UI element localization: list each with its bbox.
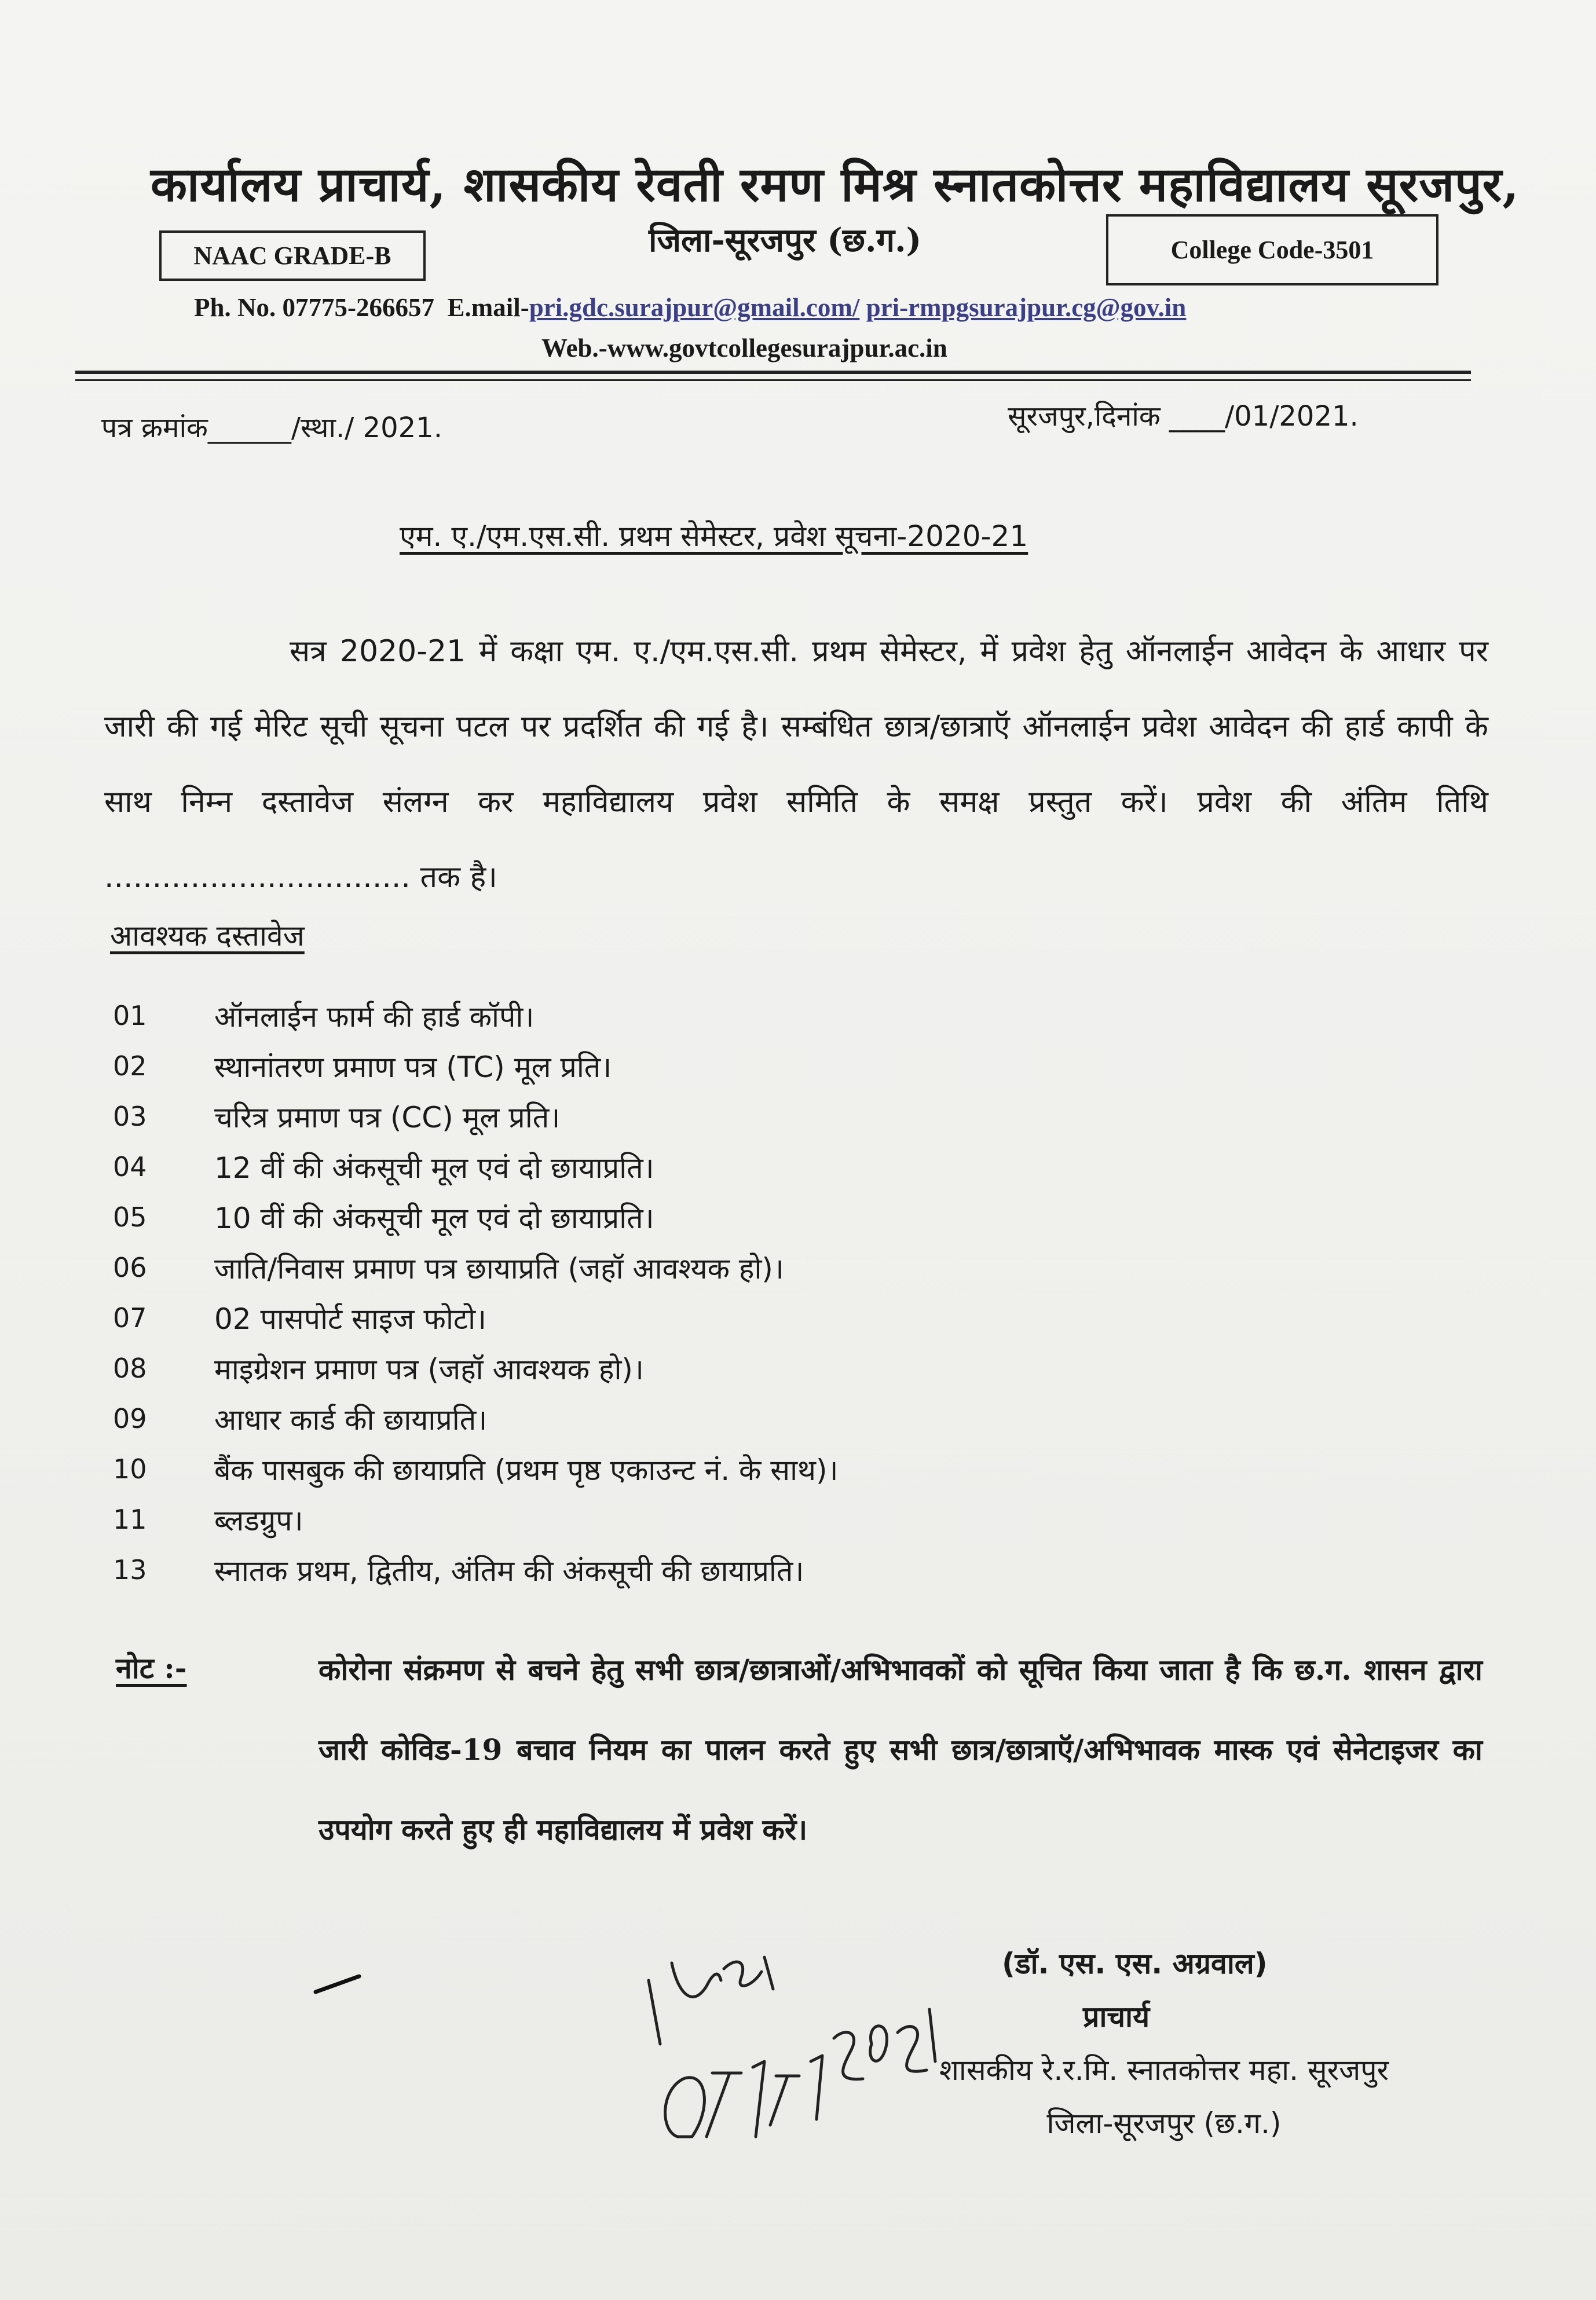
list-item [113,1192,1387,1242]
item-text: माइग्रेशन प्रमाण पत्र (जहॉ आवश्यक हो)। [214,1352,644,1386]
list-item [113,1544,1387,1595]
email-link-2[interactable]: pri-rmpgsurajpur.cg@gov.in [866,293,1187,322]
item-text: ब्लडग्रुप। [214,1503,303,1537]
office-title: कार्यालय प्राचार्य, शासकीय रेवती रमण मिश्र स्नातकोत्तर महाविद्यालय सूरजपुर, [151,157,1520,213]
email-link-1[interactable]: pri.gdc.surajpur@gmail.com/ [529,293,860,322]
item-number: 06 [113,1251,147,1283]
item-text: 12 वीं की अंकसूची मूल एवं दो छायाप्रति। [214,1151,654,1185]
college-code-box: College Code-3501 [1106,214,1438,285]
district-line: जिला-सूरजपुर (छ.ग.) [649,221,922,259]
item-text: बैंक पासबुक की छायाप्रति (प्रथम पृष्ठ एकाउन्ट नं. के साथ)। [214,1453,839,1487]
header-divider-thin [75,379,1471,381]
item-number: 04 [113,1151,147,1182]
note-label: नोट :- [116,1651,187,1685]
list-item [113,1494,1387,1544]
item-text: 02 पासपोर्ट साइज फोटो। [214,1302,487,1336]
list-item [113,1343,1387,1393]
list-item [113,1242,1387,1292]
contact-line [194,292,1186,323]
item-text: ऑनलाईन फार्म की हार्ड कॉपी। [214,999,535,1034]
list-item [113,1141,1387,1192]
item-number: 07 [113,1302,147,1334]
website-line: Web.-www.govtcollegesurajpur.ac.in [541,334,947,362]
item-number: 02 [113,1050,147,1082]
header-divider [75,371,1471,374]
item-text: जाति/निवास प्रमाण पत्र छायाप्रति (जहॉ आवश्यक हो)। [214,1251,784,1285]
pen-mark [313,1972,365,1995]
body-text: सत्र 2020-21 में कक्षा एम. ए./एम.एस.सी. प्रथम सेमेस्टर, में प्रवेश हेतु ऑनलाईन आवेदन के आधार पर जारी की गई मेरिट सूची सूचना पटल पर प्रदर्शित की गई है। सम्बंधित छात्र/छात्राऍ ऑनलाईन प्रवेश आवेदन की हार्ड कापी के साथ निम्न दस्तावेज संलग्न कर महाविद्यालय प्रवेश समिति के समक्ष प्रस्तुत करें। प्रवेश की अंतिम तिथि ................................ तक है। [104,634,1488,895]
documents-list [113,990,1387,1595]
signatory-designation: प्राचार्य [1083,2000,1150,2034]
item-text: स्नातक प्रथम, द्वितीय, अंतिम की अंकसूची की छायाप्रति। [214,1554,804,1588]
list-item [113,1041,1387,1091]
signatory-district: जिला-सूरजपुर (छ.ग.) [1046,2107,1282,2140]
item-number: 08 [113,1352,147,1384]
signatory-name: (डॉ. एस. एस. अग्रवाल) [1002,1947,1268,1980]
signatory-block [874,1937,1454,2150]
list-item [113,1393,1387,1444]
item-number: 10 [113,1453,147,1485]
item-text: 10 वीं की अंकसूची मूल एवं दो छायाप्रति। [214,1201,654,1235]
list-item [113,1444,1387,1494]
email-label: E.mail- [447,293,529,322]
documents-heading: आवश्यक दस्तावेज [110,919,305,953]
item-text: चरित्र प्रमाण पत्र (CC) मूल प्रति। [214,1100,561,1134]
item-number: 01 [113,999,147,1031]
item-number: 05 [113,1201,147,1233]
list-item [113,1292,1387,1343]
phone-number: Ph. No. 07775-266657 [194,293,434,322]
list-item [113,1091,1387,1141]
item-text: आधार कार्ड की छायाप्रति। [214,1402,488,1437]
list-item [113,990,1387,1041]
note-text: कोरोना संक्रमण से बचने हेतु सभी छात्र/छात्राओं/अभिभावकों को सूचित किया जाता है कि छ.ग. शासन द्वारा जारी कोविड-19 बचाव नियम का पालन करते हुए सभी छात्र/छात्राऍ/अभिभावक मास्क एवं सेनेटाइजर का उपयोग करते हुए ही महाविद्यालय में प्रवेश करें। [319,1653,1482,1847]
item-text: स्थानांतरण प्रमाण पत्र (TC) मूल प्रति। [214,1050,612,1084]
subject-line: एम. ए./एम.एस.सी. प्रथम सेमेस्टर, प्रवेश सूचना-2020-21 [400,519,1028,553]
item-number: 13 [113,1554,147,1585]
body-paragraph [104,614,1488,915]
naac-grade-box: NAAC GRADE-B [159,230,426,281]
item-number: 03 [113,1100,147,1132]
item-number: 09 [113,1402,147,1434]
signatory-office: शासकीय रे.र.मि. स्नातकोत्तर महा. सूरजपुर [939,2053,1389,2087]
item-number: 11 [113,1503,147,1535]
place-date: सूरजपुर,दिनांक ____/01/2021. [1008,400,1359,433]
letter-number: पत्र क्रमांक______/स्था./ 2021. [101,412,442,444]
